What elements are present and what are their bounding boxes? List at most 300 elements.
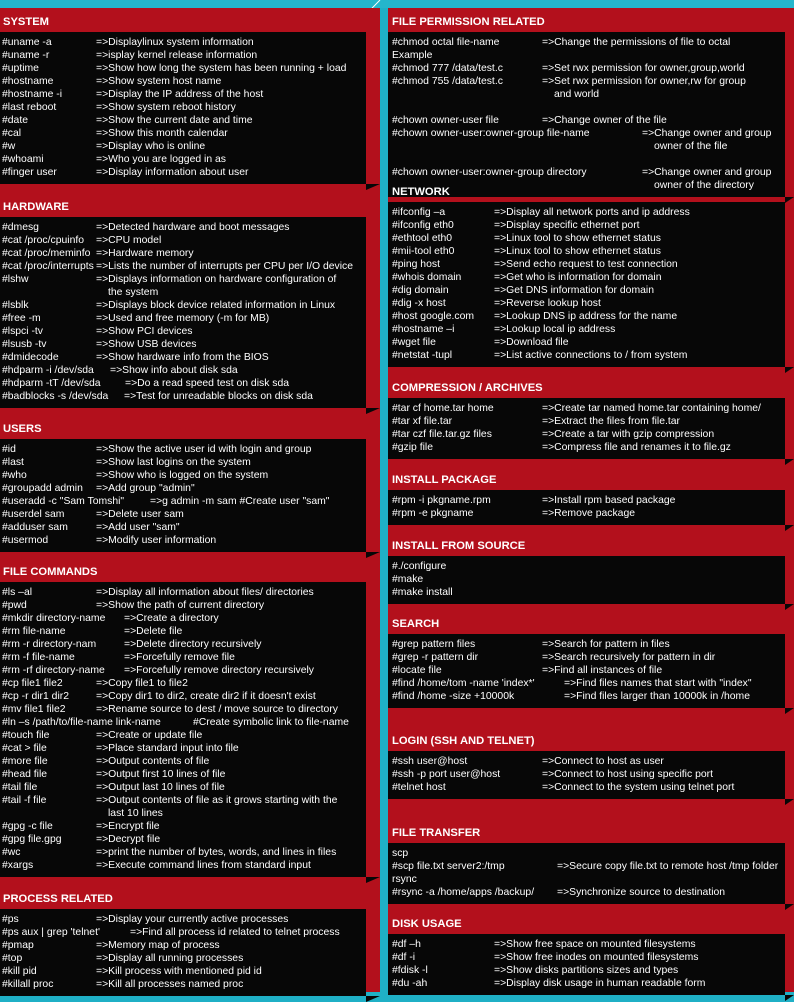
command-description: =>Change owner and group bbox=[642, 167, 772, 178]
command-row bbox=[392, 507, 783, 520]
command-row bbox=[2, 716, 364, 729]
command-description: =>CPU model bbox=[96, 235, 162, 246]
section-title: SYSTEM bbox=[3, 16, 50, 28]
command-row bbox=[2, 690, 364, 703]
command-panel bbox=[0, 582, 366, 877]
command-row bbox=[392, 166, 783, 179]
command-text: #cal bbox=[2, 128, 22, 139]
command-text: #tar czf file.tar.gz files bbox=[392, 429, 492, 440]
command-text: #scp file.txt server2:/tmp bbox=[392, 861, 505, 872]
section-title: INSTALL PACKAGE bbox=[392, 474, 497, 486]
command-text: #uptime bbox=[2, 63, 39, 74]
command-row bbox=[2, 599, 364, 612]
command-text: #dig domain bbox=[392, 285, 449, 296]
command-description: =>Hardware memory bbox=[96, 248, 194, 259]
command-description: =>Show hardware info from the BIOS bbox=[96, 352, 269, 363]
command-description: =>Add user "sam" bbox=[96, 522, 180, 533]
command-text: #netstat -tupl bbox=[392, 350, 453, 361]
command-description: =>Display who is online bbox=[96, 141, 206, 152]
command-description: =>Displays information on hardware configuration of bbox=[96, 274, 337, 285]
command-text: #usermod bbox=[2, 535, 49, 546]
command-text: #cat /proc/meminfo bbox=[2, 248, 91, 259]
command-panel bbox=[388, 934, 785, 995]
command-text: #tar xf file.tar bbox=[392, 416, 453, 427]
command-row bbox=[2, 664, 364, 677]
command-panel bbox=[388, 634, 785, 708]
section-login-ssh-and-telnet bbox=[388, 731, 794, 805]
command-description: =>Download file bbox=[494, 337, 569, 348]
command-description: =>Displaylinux system information bbox=[96, 37, 254, 48]
command-text: #hdparm -tT /dev/sda bbox=[2, 378, 101, 389]
command-description: =>Extract the files from file.tar bbox=[542, 416, 681, 427]
command-text: #rpm -i pkgname.rpm bbox=[392, 495, 491, 506]
command-text: #rm file-name bbox=[2, 626, 66, 637]
command-description: =>Create a tar with gzip compression bbox=[542, 429, 715, 440]
command-description: owner of the file bbox=[654, 141, 728, 152]
command-description: =>Lookup local ip address bbox=[494, 324, 616, 335]
command-description: =>Send echo request to test connection bbox=[494, 259, 678, 270]
command-row bbox=[392, 62, 783, 75]
command-description: =>Show system reboot history bbox=[96, 102, 236, 113]
command-row bbox=[392, 781, 783, 794]
command-text: #chown owner-user file bbox=[392, 115, 499, 126]
command-text: #gzip file bbox=[392, 442, 434, 453]
command-text: #fdisk -l bbox=[392, 965, 428, 976]
command-text: #whoami bbox=[2, 154, 44, 165]
command-row bbox=[392, 284, 783, 297]
command-description: =>Connect to host using specific port bbox=[542, 769, 713, 780]
command-description: =>Memory map of process bbox=[96, 940, 220, 951]
section-disk-usage bbox=[388, 914, 794, 1001]
command-row bbox=[392, 271, 783, 284]
command-text: #date bbox=[2, 115, 29, 126]
command-row bbox=[2, 153, 364, 166]
command-description: =>Display your currently active processes bbox=[96, 914, 289, 925]
command-row bbox=[2, 965, 364, 978]
section-install-package bbox=[388, 470, 794, 531]
command-text: #lsusb -tv bbox=[2, 339, 47, 350]
command-text: #./configure bbox=[392, 561, 447, 572]
command-description: =>Show last logins on the system bbox=[96, 457, 251, 468]
command-row bbox=[2, 846, 364, 859]
command-description: =>Find all instances of file bbox=[542, 665, 663, 676]
command-description: =>Rename source to dest / move source to directory bbox=[96, 704, 338, 715]
command-row bbox=[2, 742, 364, 755]
command-row bbox=[2, 913, 364, 926]
command-text: #pwd bbox=[2, 600, 27, 611]
command-text: #tail file bbox=[2, 782, 38, 793]
panel-corner bbox=[785, 904, 794, 910]
section-title: HARDWARE bbox=[3, 201, 69, 213]
command-text: #hdparm -i /dev/sda bbox=[2, 365, 94, 376]
command-row bbox=[2, 338, 364, 351]
command-row bbox=[2, 127, 364, 140]
command-row bbox=[392, 219, 783, 232]
command-text: #cat /proc/interrupts bbox=[2, 261, 94, 272]
command-text: #rm -r directory-nam bbox=[2, 639, 97, 650]
command-text: #touch file bbox=[2, 730, 50, 741]
section-title: FILE COMMANDS bbox=[3, 566, 98, 578]
command-row bbox=[392, 297, 783, 310]
command-text: #rm -f file-name bbox=[2, 652, 75, 663]
command-row bbox=[2, 703, 364, 716]
section-title: DISK USAGE bbox=[392, 918, 462, 930]
command-row bbox=[2, 482, 364, 495]
command-text: #rpm -e pkgname bbox=[392, 508, 474, 519]
command-description: last 10 lines bbox=[108, 808, 163, 819]
panel-corner bbox=[785, 459, 794, 465]
command-description: =>Show free inodes on mounted filesystems bbox=[494, 952, 699, 963]
command-description: =>Display all information about files/ directories bbox=[96, 587, 314, 598]
command-text: scp bbox=[392, 848, 409, 859]
command-description: =>Find all process id related to telnet process bbox=[130, 927, 340, 938]
command-description: =>Reverse lookup host bbox=[494, 298, 601, 309]
command-row bbox=[2, 469, 364, 482]
command-text: #head file bbox=[2, 769, 48, 780]
command-description: =>Lookup DNS ip address for the name bbox=[494, 311, 678, 322]
command-row bbox=[392, 573, 783, 586]
command-row bbox=[392, 441, 783, 454]
command-row bbox=[392, 153, 783, 166]
command-row bbox=[392, 638, 783, 651]
command-text: #cp -r dir1 dir2 bbox=[2, 691, 69, 702]
command-row bbox=[2, 390, 364, 403]
command-text: #cat > file bbox=[2, 743, 47, 754]
command-row bbox=[2, 651, 364, 664]
command-text: #df -i bbox=[392, 952, 416, 963]
command-text: #top bbox=[2, 953, 23, 964]
command-description: =>Used and free memory (-m for MB) bbox=[96, 313, 270, 324]
command-description: =>Decrypt file bbox=[96, 834, 161, 845]
command-description: =>Connect to host as user bbox=[542, 756, 664, 767]
command-text: #hostname -i bbox=[2, 89, 63, 100]
command-row bbox=[2, 495, 364, 508]
command-description: =>Show info about disk sda bbox=[110, 365, 238, 376]
section-process-related bbox=[0, 889, 380, 1002]
command-text: #cp file1 file2 bbox=[2, 678, 63, 689]
command-description: =>Change the permissions of file to octal bbox=[542, 37, 731, 48]
command-text: #mkdir directory-name bbox=[2, 613, 106, 624]
command-row bbox=[392, 206, 783, 219]
command-text: #find /home -size +10000k bbox=[392, 691, 515, 702]
section-network bbox=[388, 182, 794, 373]
command-description: =>Show who is logged on the system bbox=[96, 470, 269, 481]
command-text: #hostname –i bbox=[392, 324, 455, 335]
command-row bbox=[2, 534, 364, 547]
command-description: =>Display all running processes bbox=[96, 953, 244, 964]
command-description: =>Connect to the system using telnet port bbox=[542, 782, 735, 793]
command-row bbox=[2, 638, 364, 651]
command-text: #badblocks -s /dev/sda bbox=[2, 391, 109, 402]
command-row bbox=[2, 75, 364, 88]
command-text: #pmap bbox=[2, 940, 34, 951]
command-text: #useradd -c "Sam Tomshi" bbox=[2, 496, 125, 507]
command-row bbox=[392, 651, 783, 664]
command-text: #df –h bbox=[392, 939, 421, 950]
command-row bbox=[2, 273, 364, 286]
section-title: COMPRESSION / ARCHIVES bbox=[392, 382, 543, 394]
command-text: #ssh user@host bbox=[392, 756, 468, 767]
command-description: =>Show the active user id with login and group bbox=[96, 444, 312, 455]
section-title: LOGIN (SSH AND TELNET) bbox=[392, 735, 535, 747]
command-row bbox=[2, 140, 364, 153]
command-panel bbox=[0, 909, 366, 996]
command-description: =>Linux tool to show ethernet status bbox=[494, 246, 661, 257]
command-description: =>g admin -m sam #Create user "sam" bbox=[150, 496, 330, 507]
section-install-from-source bbox=[388, 536, 794, 610]
command-row bbox=[2, 521, 364, 534]
command-description: =>Linux tool to show ethernet status bbox=[494, 233, 661, 244]
command-row bbox=[2, 299, 364, 312]
command-row bbox=[392, 232, 783, 245]
command-text: #host google.com bbox=[392, 311, 475, 322]
command-text: #make bbox=[392, 574, 424, 585]
command-row bbox=[2, 456, 364, 469]
command-row bbox=[2, 377, 364, 390]
panel-corner bbox=[366, 184, 380, 190]
command-description: =>Display specific ethernet port bbox=[494, 220, 640, 231]
section-users bbox=[0, 419, 380, 558]
section-file-commands bbox=[0, 562, 380, 883]
command-description: =>Output last 10 lines of file bbox=[96, 782, 225, 793]
command-text: #rm -rf directory-name bbox=[2, 665, 105, 676]
command-text: #last bbox=[2, 457, 24, 468]
command-panel bbox=[0, 439, 366, 552]
command-text: #adduser sam bbox=[2, 522, 68, 533]
command-text: #wget file bbox=[392, 337, 436, 348]
command-row bbox=[2, 781, 364, 794]
command-text: #cat /proc/cpuinfo bbox=[2, 235, 85, 246]
command-row bbox=[392, 938, 783, 951]
command-text: #w bbox=[2, 141, 16, 152]
command-row bbox=[2, 794, 364, 807]
command-description: =>Lists the number of interrupts per CPU per I/O device bbox=[96, 261, 354, 272]
command-text: #du -ah bbox=[392, 978, 428, 989]
command-row bbox=[392, 323, 783, 336]
command-description: =>isplay kernel release information bbox=[96, 50, 258, 61]
command-row bbox=[392, 494, 783, 507]
command-description: =>Show the path of current directory bbox=[96, 600, 265, 611]
command-row bbox=[2, 49, 364, 62]
command-description: =>Forcefully remove directory recursively bbox=[124, 665, 314, 676]
command-description: =>Delete directory recursively bbox=[124, 639, 262, 650]
command-row bbox=[2, 939, 364, 952]
command-description: =>Change owner and group bbox=[642, 128, 772, 139]
command-text: #dig -x host bbox=[392, 298, 446, 309]
command-text: #who bbox=[2, 470, 27, 481]
command-row bbox=[2, 312, 364, 325]
left-column bbox=[0, 8, 380, 992]
command-description: =>Output contents of file bbox=[96, 756, 210, 767]
command-row bbox=[392, 428, 783, 441]
command-text: #ln –s /path/to/file-name link-name bbox=[2, 717, 161, 728]
command-row bbox=[2, 768, 364, 781]
right-column bbox=[388, 8, 794, 992]
command-text: #grep pattern files bbox=[392, 639, 476, 650]
command-text: #mii-tool eth0 bbox=[392, 246, 455, 257]
command-description: =>Find files names that start with "index" bbox=[564, 678, 752, 689]
command-description: =>Do a read speed test on disk sda bbox=[125, 378, 290, 389]
command-row bbox=[392, 415, 783, 428]
section-compression-archives bbox=[388, 378, 794, 465]
command-text: #telnet host bbox=[392, 782, 446, 793]
command-row bbox=[392, 768, 783, 781]
command-row bbox=[2, 926, 364, 939]
section-title: FILE TRANSFER bbox=[392, 827, 481, 839]
command-text: #kill pid bbox=[2, 966, 37, 977]
command-row bbox=[2, 364, 364, 377]
command-row bbox=[2, 260, 364, 273]
panel-corner bbox=[366, 877, 380, 883]
command-description: =>Show PCI devices bbox=[96, 326, 193, 337]
command-row bbox=[2, 586, 364, 599]
command-text: #rsync -a /home/apps /backup/ bbox=[392, 887, 535, 898]
command-text: #chmod 777 /data/test.c bbox=[392, 63, 503, 74]
command-text: #uname -r bbox=[2, 50, 50, 61]
command-text: #make install bbox=[392, 587, 453, 598]
command-description: =>Kill all processes named proc bbox=[96, 979, 244, 990]
command-row bbox=[392, 101, 783, 114]
command-row bbox=[2, 88, 364, 101]
command-text: #uname -a bbox=[2, 37, 52, 48]
command-text: Example bbox=[392, 50, 433, 61]
command-text: #find /home/tom -name 'index*' bbox=[392, 678, 535, 689]
command-text: #last reboot bbox=[2, 102, 57, 113]
command-row bbox=[2, 247, 364, 260]
command-text: #grep -r pattern dir bbox=[392, 652, 479, 663]
command-row bbox=[392, 127, 783, 140]
section-title: NETWORK bbox=[392, 186, 450, 198]
command-description: =>Execute command lines from standard input bbox=[96, 860, 311, 871]
command-description: =>print the number of bytes, words, and lines in files bbox=[96, 847, 337, 858]
command-description: =>Place standard input into file bbox=[96, 743, 239, 754]
command-row bbox=[2, 833, 364, 846]
panel-corner bbox=[366, 408, 380, 414]
command-description: =>Set rwx permission for owner,rw for group bbox=[542, 76, 746, 87]
command-row bbox=[392, 402, 783, 415]
command-row bbox=[392, 951, 783, 964]
command-row bbox=[2, 114, 364, 127]
command-text: #gpg -c file bbox=[2, 821, 53, 832]
command-description: =>Delete file bbox=[124, 626, 183, 637]
command-row bbox=[2, 859, 364, 872]
command-text: #lspci -tv bbox=[2, 326, 43, 337]
command-description: =>Search for pattern in files bbox=[542, 639, 670, 650]
command-text: #more file bbox=[2, 756, 48, 767]
command-row bbox=[2, 101, 364, 114]
command-description: =>Create a directory bbox=[124, 613, 219, 624]
command-row bbox=[392, 677, 783, 690]
command-text: #dmesg bbox=[2, 222, 39, 233]
command-row bbox=[392, 964, 783, 977]
command-row bbox=[2, 325, 364, 338]
command-row bbox=[392, 349, 783, 362]
command-description: =>Synchronize source to destination bbox=[557, 887, 726, 898]
command-panel bbox=[0, 217, 366, 408]
command-row bbox=[392, 88, 783, 101]
command-description: =>Compress file and renames it to file.gz bbox=[542, 442, 731, 453]
command-row bbox=[2, 351, 364, 364]
panel-corner bbox=[785, 995, 794, 1001]
command-description: =>Create or update file bbox=[96, 730, 203, 741]
command-row bbox=[392, 886, 783, 899]
command-description: =>Test for unreadable blocks on disk sda bbox=[124, 391, 313, 402]
panel-corner bbox=[785, 799, 794, 805]
command-row bbox=[2, 820, 364, 833]
command-description: =>Create tar named home.tar containing home/ bbox=[542, 403, 761, 414]
section-system bbox=[0, 12, 380, 190]
section-title: INSTALL FROM SOURCE bbox=[392, 540, 526, 552]
command-text: #ls –al bbox=[2, 587, 33, 598]
command-text: #lshw bbox=[2, 274, 29, 285]
command-text: #finger user bbox=[2, 167, 57, 178]
command-description: =>Output contents of file as it grows starting with the bbox=[96, 795, 338, 806]
command-row bbox=[2, 166, 364, 179]
command-description: =>Display disk usage in human readable form bbox=[494, 978, 706, 989]
command-text: #ethtool eth0 bbox=[392, 233, 453, 244]
command-text: #lsblk bbox=[2, 300, 29, 311]
command-row bbox=[392, 245, 783, 258]
panel-corner bbox=[785, 525, 794, 531]
command-description: =>Install rpm based package bbox=[542, 495, 676, 506]
panel-corner bbox=[785, 367, 794, 373]
command-description: =>Output first 10 lines of file bbox=[96, 769, 226, 780]
command-row bbox=[392, 860, 783, 873]
section-hardware bbox=[0, 197, 380, 414]
command-description: =>Change owner of the file bbox=[542, 115, 667, 126]
command-text: #tar cf home.tar home bbox=[392, 403, 494, 414]
command-panel bbox=[388, 751, 785, 799]
command-text: #killall proc bbox=[2, 979, 54, 990]
command-description: =>Copy dir1 to dir2, create dir2 if it doesn't exist bbox=[96, 691, 316, 702]
command-text: #tail -f file bbox=[2, 795, 47, 806]
command-row bbox=[392, 36, 783, 49]
command-description: =>Show how long the system has been running + load bbox=[96, 63, 347, 74]
command-text: #whois domain bbox=[392, 272, 462, 283]
command-row bbox=[392, 75, 783, 88]
command-description: =>Detected hardware and boot messages bbox=[96, 222, 290, 233]
command-text: #chown owner-user:owner-group directory bbox=[392, 167, 587, 178]
panel-corner bbox=[366, 552, 380, 558]
command-description: =>Who you are logged in as bbox=[96, 154, 226, 165]
command-text: #ssh -p port user@host bbox=[392, 769, 501, 780]
command-row bbox=[392, 310, 783, 323]
command-row bbox=[392, 560, 783, 573]
command-description: the system bbox=[108, 287, 159, 298]
section-title: USERS bbox=[3, 423, 42, 435]
command-row bbox=[2, 62, 364, 75]
command-panel bbox=[388, 490, 785, 525]
command-text: #locate file bbox=[392, 665, 442, 676]
command-description: =>Secure copy file.txt to remote host /tmp folder bbox=[557, 861, 779, 872]
command-description: =>Show free space on mounted filesystems bbox=[494, 939, 696, 950]
command-text: #gpg file.gpg bbox=[2, 834, 62, 845]
command-row bbox=[2, 755, 364, 768]
command-row bbox=[2, 612, 364, 625]
section-title: FILE PERMISSION RELATED bbox=[392, 16, 545, 28]
command-text: #chmod 755 /data/test.c bbox=[392, 76, 503, 87]
command-row bbox=[2, 807, 364, 820]
command-description: =>Copy file1 to file2 bbox=[96, 678, 188, 689]
command-description: =>Get who is information for domain bbox=[494, 272, 662, 283]
command-text: #wc bbox=[2, 847, 21, 858]
command-text: #ps aux | grep 'telnet' bbox=[2, 927, 100, 938]
command-description: =>Show the current date and time bbox=[96, 115, 253, 126]
command-text: #xargs bbox=[2, 860, 34, 871]
command-description: =>Show this month calendar bbox=[96, 128, 228, 139]
command-description: =>Display information about user bbox=[96, 167, 249, 178]
command-description: =>Kill process with mentioned pid id bbox=[96, 966, 262, 977]
